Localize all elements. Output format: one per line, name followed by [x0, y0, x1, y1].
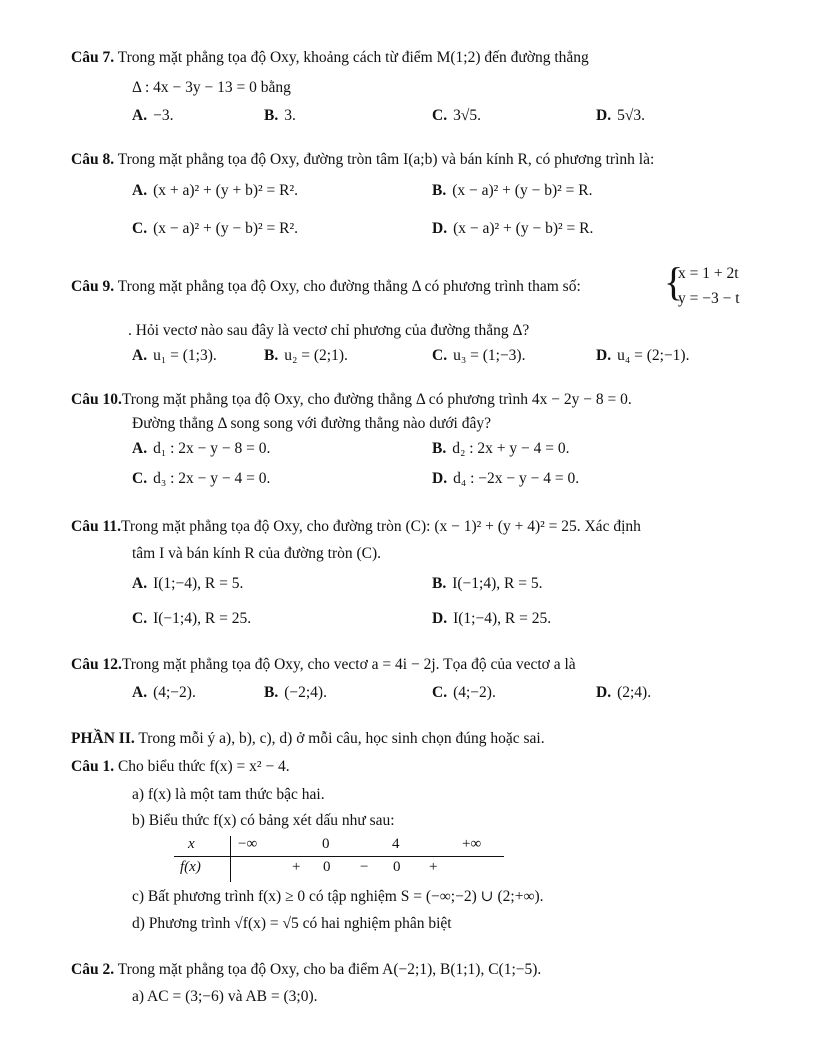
option-b[interactable]: B. (x − a)² + (y − b)² = R. — [432, 182, 593, 199]
statement-a[interactable]: a) AC = (3;−6) và AB = (3;0). — [132, 988, 318, 1005]
option-a[interactable]: A. (x + a)² + (y + b)² = R². — [132, 182, 298, 199]
question-8: Câu 8. Trong mặt phẳng tọa độ Oxy, đường tròn tâm I(a;b) và bán kính R, có phương trình là: — [71, 151, 655, 168]
option-c[interactable]: C. 3√5. — [432, 107, 481, 124]
sign-table — [174, 836, 504, 882]
question-10: Câu 10.Trong mặt phẳng tọa độ Oxy, cho đường thẳng Δ có phương trình 4x − 2y − 8 = 0. — [71, 391, 632, 408]
option-a[interactable]: A. u₁ = (1;3). — [132, 347, 217, 364]
statement-a[interactable]: a) f(x) là một tam thức bậc hai. — [132, 786, 325, 803]
option-c[interactable]: C. I(−1;4), R = 25. — [132, 610, 252, 627]
statement-b[interactable]: b) Biểu thức f(x) có bảng xét dấu như sau: — [132, 812, 395, 829]
table-head-x: x — [188, 836, 195, 852]
table-head: 0 — [322, 836, 330, 852]
question-text: Trong mặt phẳng tọa độ Oxy, khoảng cách từ điểm M(1;2) đến đường thẳng — [117, 49, 589, 66]
statement-d[interactable]: d) Phương trình √f(x) = √5 có hai nghiệm phân biệt — [132, 915, 452, 932]
table-head: +∞ — [462, 836, 482, 852]
question-11: Câu 11.Trong mặt phẳng tọa độ Oxy, cho đường tròn (C): (x − 1)² + (y + 4)² = 25. Xác định — [71, 518, 641, 535]
question-text-cont: Đường thẳng Δ song song với đường thẳng nào dưới đây? — [132, 415, 491, 432]
option-a[interactable]: A. d₁ : 2x − y − 8 = 0. — [132, 440, 271, 457]
table-sign: 0 — [323, 859, 331, 875]
question-12: Câu 12.Trong mặt phẳng tọa độ Oxy, cho vectơ a = 4i − 2j. Tọa độ của vectơ a là — [71, 656, 576, 673]
table-sign: − — [360, 859, 369, 875]
option-c[interactable]: C. d₃ : 2x − y − 4 = 0. — [132, 470, 271, 487]
option-d[interactable]: D. 5√3. — [596, 107, 645, 124]
question-7 — [71, 48, 589, 68]
table-row-label: f(x) — [180, 859, 201, 875]
option-b[interactable]: B. 3. — [264, 107, 296, 124]
question-text-cont: tâm I và bán kính R của đường tròn (C). — [132, 545, 382, 562]
option-a[interactable]: A. −3. — [132, 107, 174, 124]
question-label: Câu 7. — [71, 49, 115, 66]
option-d[interactable]: D. (2;4). — [596, 684, 652, 701]
table-head: 4 — [392, 836, 400, 852]
option-d[interactable]: D. (x − a)² + (y − b)² = R. — [432, 220, 594, 237]
option-d[interactable]: D. d₄ : −2x − y − 4 = 0. — [432, 470, 580, 487]
table-sign: 0 — [393, 859, 401, 875]
system-line-1: x = 1 + 2t — [678, 265, 739, 282]
option-b[interactable]: B. I(−1;4), R = 5. — [432, 575, 543, 592]
option-b[interactable]: B. (−2;4). — [264, 684, 327, 701]
table-sign: + — [429, 859, 438, 875]
option-b[interactable]: B. u₂ = (2;1). — [264, 347, 348, 364]
option-d[interactable]: D. u₄ = (2;−1). — [596, 347, 690, 364]
statement-c[interactable]: c) Bất phương trình f(x) ≥ 0 có tập nghiệm S = (−∞;−2) ∪ (2;+∞). — [132, 888, 544, 905]
part2-question-2: Câu 2. Trong mặt phẳng tọa độ Oxy, cho ba điểm A(−2;1), B(1;1), C(1;−5). — [71, 961, 542, 978]
table-head: −∞ — [238, 836, 258, 852]
option-b[interactable]: B. d₂ : 2x + y − 4 = 0. — [432, 440, 570, 457]
system-line-2: y = −3 − t — [678, 290, 740, 307]
option-c[interactable]: C. (x − a)² + (y − b)² = R². — [132, 220, 298, 237]
option-c[interactable]: C. (4;−2). — [432, 684, 496, 701]
option-d[interactable]: D. I(1;−4), R = 25. — [432, 610, 552, 627]
question-text-cont: Δ : 4x − 3y − 13 = 0 bằng — [132, 79, 291, 96]
brace: { — [664, 259, 684, 304]
part-2-heading: PHẦN II. Trong mỗi ý a), b), c), d) ở mỗi câu, học sinh chọn đúng hoặc sai. — [71, 730, 545, 747]
option-a[interactable]: A. I(1;−4), R = 5. — [132, 575, 244, 592]
question-9: Câu 9. Trong mặt phẳng tọa độ Oxy, cho đường thẳng Δ có phương trình tham số: — [71, 278, 581, 295]
question-text-cont: . Hỏi vectơ nào sau đây là vectơ chỉ phương của đường thẳng Δ? — [128, 322, 530, 339]
part2-question-1: Câu 1. Cho biểu thức f(x) = x² − 4. — [71, 758, 290, 775]
option-c[interactable]: C. u₃ = (1;−3). — [432, 347, 526, 364]
table-sign: + — [292, 859, 301, 875]
option-a[interactable]: A. (4;−2). — [132, 684, 196, 701]
